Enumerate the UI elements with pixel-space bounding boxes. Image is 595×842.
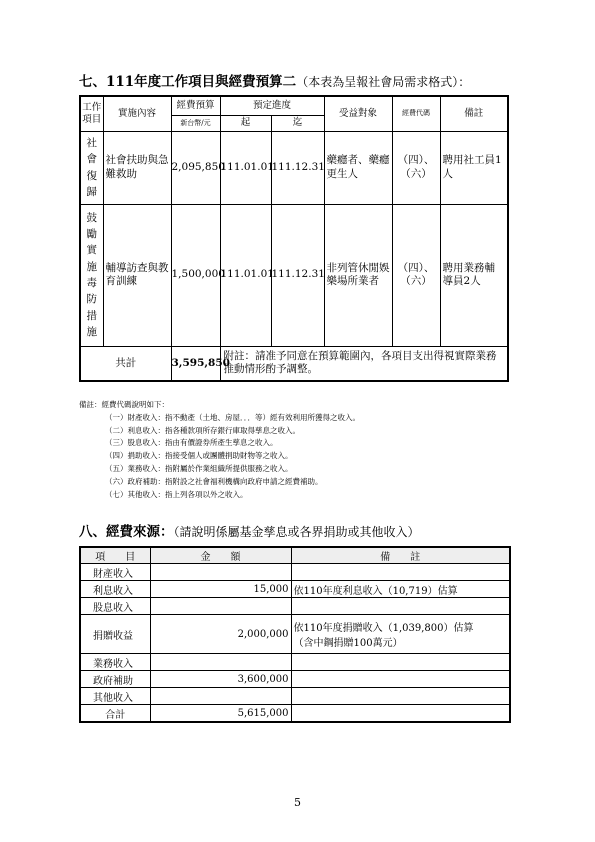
row-content: 輔導訪查與教育訓練 [103, 204, 171, 346]
row-start: 111.01.01 [220, 131, 271, 204]
row-amount: 5,615,000 [150, 705, 291, 723]
work-plan-table [79, 95, 509, 382]
note-item: （六）政府補助：指附設之社會福利機構向政府申請之經費補助。 [105, 476, 323, 486]
row-amount: 2,000,000 [150, 615, 291, 654]
header-item: 工作項目 [80, 96, 103, 131]
row-code: （四）、（六） [392, 131, 440, 204]
row-item: 業務收入 [80, 654, 150, 671]
header-budget-unit: 新台幣/元 [171, 115, 220, 131]
row-item: 其他收入 [80, 688, 150, 705]
row-remark [291, 688, 510, 705]
row-remark [291, 615, 510, 654]
note-item: （七）其他收入：指上列各項以外之收入。 [105, 489, 248, 499]
notes-heading: 備註：經費代碼說明如下： [79, 400, 169, 409]
row-start: 111.01.01 [220, 204, 271, 346]
row-amount: 3,600,000 [150, 671, 291, 688]
row-beneficiary: 藥癮者、藥癮更生人 [324, 131, 392, 204]
row-remark [291, 671, 510, 688]
header-budget: 經費預算 [171, 96, 220, 115]
table-total-row [80, 705, 510, 723]
funding-source-table [79, 546, 511, 723]
note-item: （三）股息收入：指由有價證券所產生孳息之收入。 [105, 438, 278, 448]
header-beneficiary: 受益對象 [324, 96, 392, 131]
table-row [80, 131, 508, 204]
row-remark: 依110年度利息收入（10,719）估算 [291, 581, 510, 598]
row-item: 鼓勵實施毒防措施 [86, 211, 97, 338]
row-amount [150, 598, 291, 615]
note-item: （一）財產收入：指不動產（土地、房屋．．．等）經有效利用所獲得之收入。 [105, 412, 360, 422]
row-end: 111.12.31 [271, 204, 324, 346]
row-remark: 聘用業務輔導員2人 [440, 204, 508, 346]
row-item: 政府補助 [80, 671, 150, 688]
table-row [80, 581, 510, 598]
section8-subtitle: （請說明係屬基金孳息或各界捐助或其他收入） [173, 525, 420, 539]
row-remark [291, 564, 510, 581]
table-total-row [80, 346, 508, 381]
header-item: 項 目 [80, 547, 150, 564]
row-amount [150, 654, 291, 671]
note-item: （二）利息收入：指各種款項所存銀行庫取得孳息之收入。 [105, 425, 300, 435]
table-header-row [80, 547, 510, 564]
row-end: 111.12.31 [271, 131, 324, 204]
page-number: 5 [294, 796, 301, 809]
row-budget: 1,500,000 [171, 204, 220, 346]
total-value: 3,595,850 [171, 346, 220, 381]
table-row [80, 615, 510, 654]
row-remark-line: （含中鋼捐贈100萬元） [293, 638, 403, 649]
row-remark [291, 598, 510, 615]
total-label: 共計 [80, 346, 171, 381]
row-code: （四）、（六） [392, 204, 440, 346]
header-end: 迄 [271, 115, 324, 131]
row-remark [291, 705, 510, 723]
header-schedule: 預定進度 [220, 96, 324, 115]
section7-title: 七、111年度工作項目與經費預算二 [79, 74, 297, 90]
row-amount [150, 688, 291, 705]
row-item: 利息收入 [80, 581, 150, 598]
row-remark: 聘用社工員1人 [440, 131, 508, 204]
section8-heading [79, 520, 420, 540]
table-row [80, 688, 510, 705]
table-row [80, 654, 510, 671]
table-row [80, 598, 510, 615]
header-code: 經費代碼 [392, 96, 440, 131]
row-item: 社會復歸 [86, 136, 97, 198]
row-remark [291, 654, 510, 671]
section7-heading [79, 70, 470, 90]
section8-title: 八、經費來源： [79, 524, 174, 540]
fund-code-notes [79, 399, 360, 501]
row-item: 財產收入 [80, 564, 150, 581]
header-content: 實施內容 [103, 96, 171, 131]
row-content: 社會扶助與急難救助 [103, 131, 171, 204]
row-beneficiary: 非列管休閒娛樂場所業者 [324, 204, 392, 346]
table-row [80, 671, 510, 688]
row-item: 捐贈收益 [80, 615, 150, 654]
row-item: 股息收入 [80, 598, 150, 615]
header-remark: 備 註 [291, 547, 510, 564]
note-item: （四）捐助收入：指接受個人或團體捐助財物等之收入。 [105, 451, 293, 461]
header-remark: 備註 [440, 96, 508, 131]
section7-subtitle: （本表為呈報社會局需求格式）： [296, 75, 471, 89]
header-amount: 金 額 [150, 547, 291, 564]
table-header-row [80, 96, 508, 115]
table-row [80, 204, 508, 346]
header-start: 起 [220, 115, 271, 131]
row-amount: 15,000 [150, 581, 291, 598]
row-budget: 2,095,850 [171, 131, 220, 204]
note-item: （五）業務收入：指附屬於作業組織所提供服務之收入。 [105, 463, 293, 473]
table-footnote: 附註：請准予同意在預算範圍內，各項目支出得視實際業務推動情形酌予調整。 [220, 346, 508, 381]
row-item: 合計 [80, 705, 150, 723]
table-row [80, 564, 510, 581]
row-amount [150, 564, 291, 581]
row-remark-line: 依110年度捐贈收入（1,039,800）估算 [293, 623, 474, 634]
